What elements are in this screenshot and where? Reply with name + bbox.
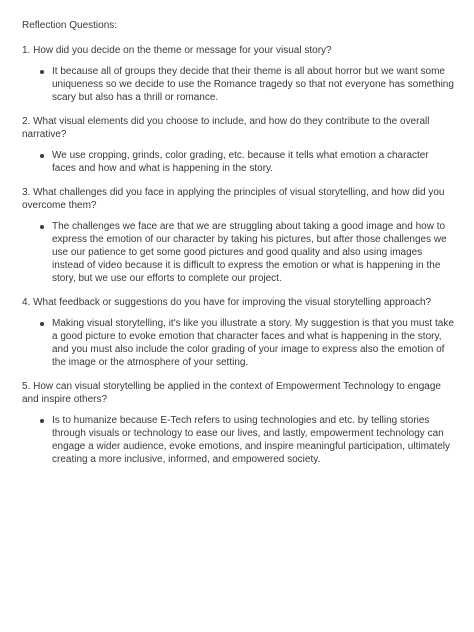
bullet-icon [40, 322, 44, 326]
question-2: 2. What visual elements did you choose to include, and how do they contribute to the overall narrative? [22, 116, 430, 140]
answer-list-3 [22, 220, 454, 285]
bullet-icon [40, 154, 44, 158]
answer-1 [40, 65, 454, 104]
answer-4-text: Making visual storytelling, it's like you illustrate a story. My suggestion is that you must take a good picture to evoke emotion that character faces and what is happening in the story, and you must also include the color grading of your image to express also the emotion of the image or the atmosphere of your setting. [52, 318, 454, 368]
answer-5 [40, 414, 454, 466]
answer-2 [40, 149, 454, 175]
answer-list-1 [22, 65, 454, 104]
bullet-icon [40, 419, 44, 423]
answer-5-text: Is to humanize because E-Tech refers to using technologies and etc. by telling stories through visuals or technology to ease our lives, and lastly, empowerment technology can engage a wider audience, evoke emotions, and inspire meaningful participation, ultimately creating a more inclusive, informed, and empowered society. [52, 415, 451, 465]
question-3: 3. What challenges did you face in applying the principles of visual storytelling, and how did you overcome them? [22, 187, 445, 211]
question-5: 5. How can visual storytelling be applied in the context of Empowerment Technology to engage and inspire others? [22, 381, 441, 405]
answer-list-4 [22, 317, 454, 369]
answer-list-2 [22, 149, 454, 175]
bullet-icon [40, 70, 44, 74]
question-1: 1. How did you decide on the theme or message for your visual story? [22, 45, 332, 56]
answer-2-text: We use cropping, grinds, color grading, etc. because it tells what emotion a character faces and how and what is happening in the story. [52, 150, 429, 174]
answer-4 [40, 317, 454, 369]
answer-3 [40, 220, 454, 285]
answer-1-text: It because all of groups they decide that their theme is all about horror but we want some uniqueness so we decide to use the Romance tragedy so that not everyone has something scary but also has a thrill or romance. [52, 66, 454, 103]
answer-3-text: The challenges we face are that we are struggling about taking a good image and how to express the emotion of our character by taking his pictures, but after those challenges we use our patience to get some good pictures and good quality and also using images instead of video because it is difficult to express the emotion or what is happening in the story, but we use our efforts to complete our project. [52, 221, 447, 284]
answer-list-5 [22, 414, 454, 466]
question-4: 4. What feedback or suggestions do you have for improving the visual storytelling approach? [22, 297, 432, 308]
document-heading: Reflection Questions: [22, 20, 118, 31]
bullet-icon [40, 225, 44, 229]
